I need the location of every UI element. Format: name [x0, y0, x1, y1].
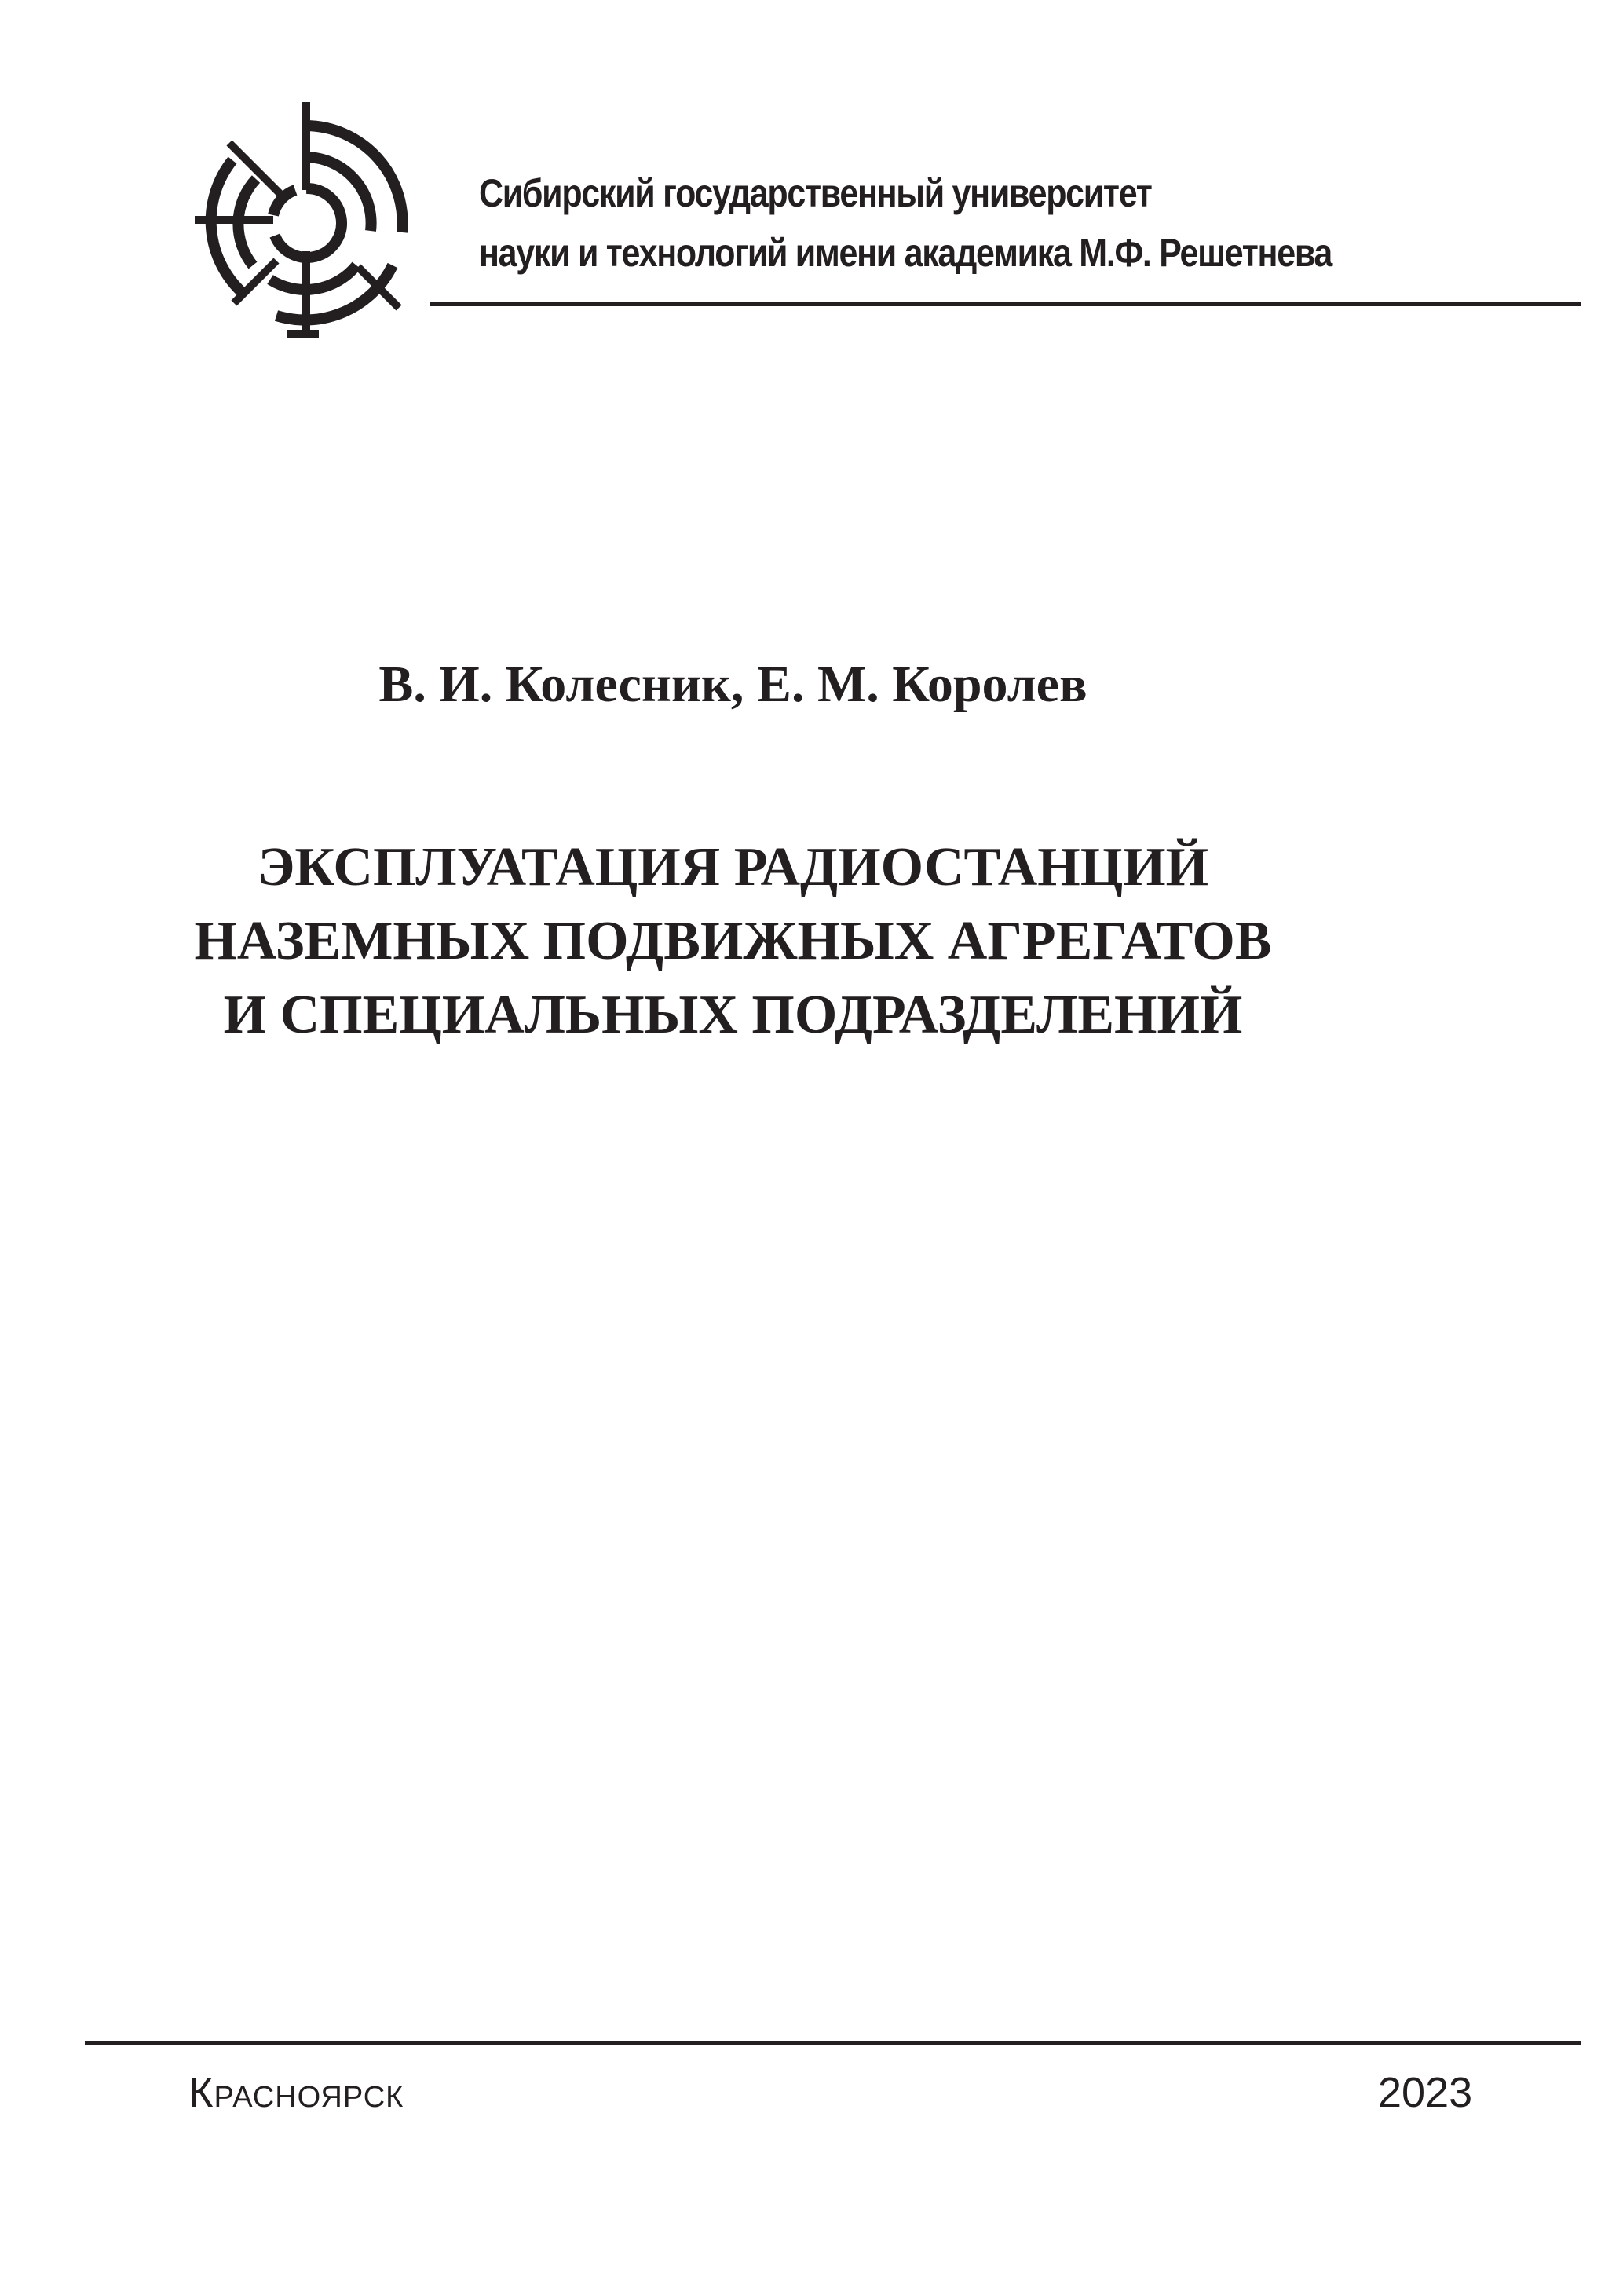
university-emblem-icon [188, 97, 424, 349]
header-divider [430, 302, 1581, 306]
publication-city: Красноярск [188, 2069, 404, 2116]
book-title-line-3: И СПЕЦИАЛЬНЫХ ПОДРАЗДЕЛЕНИЙ [223, 985, 1243, 1045]
authors: В. И. Колесник, Е. М. Королев [378, 656, 1087, 713]
footer-divider [85, 2041, 1581, 2045]
institution-name-line-1: Сибирский государственный университет [479, 171, 1152, 215]
book-title [0, 831, 1544, 1052]
institution-name [479, 163, 1332, 283]
institution-name-line-2: науки и технологий имени академика М.Ф. Решетнева [479, 231, 1332, 275]
book-title-line-2: НАЗЕМНЫХ ПОДВИЖНЫХ АГРЕГАТОВ [194, 911, 1272, 971]
publication-year: 2023 [1378, 2069, 1473, 2116]
book-title-line-1: ЭКСПЛУАТАЦИЯ РАДИОСТАНЦИЙ [257, 837, 1209, 898]
